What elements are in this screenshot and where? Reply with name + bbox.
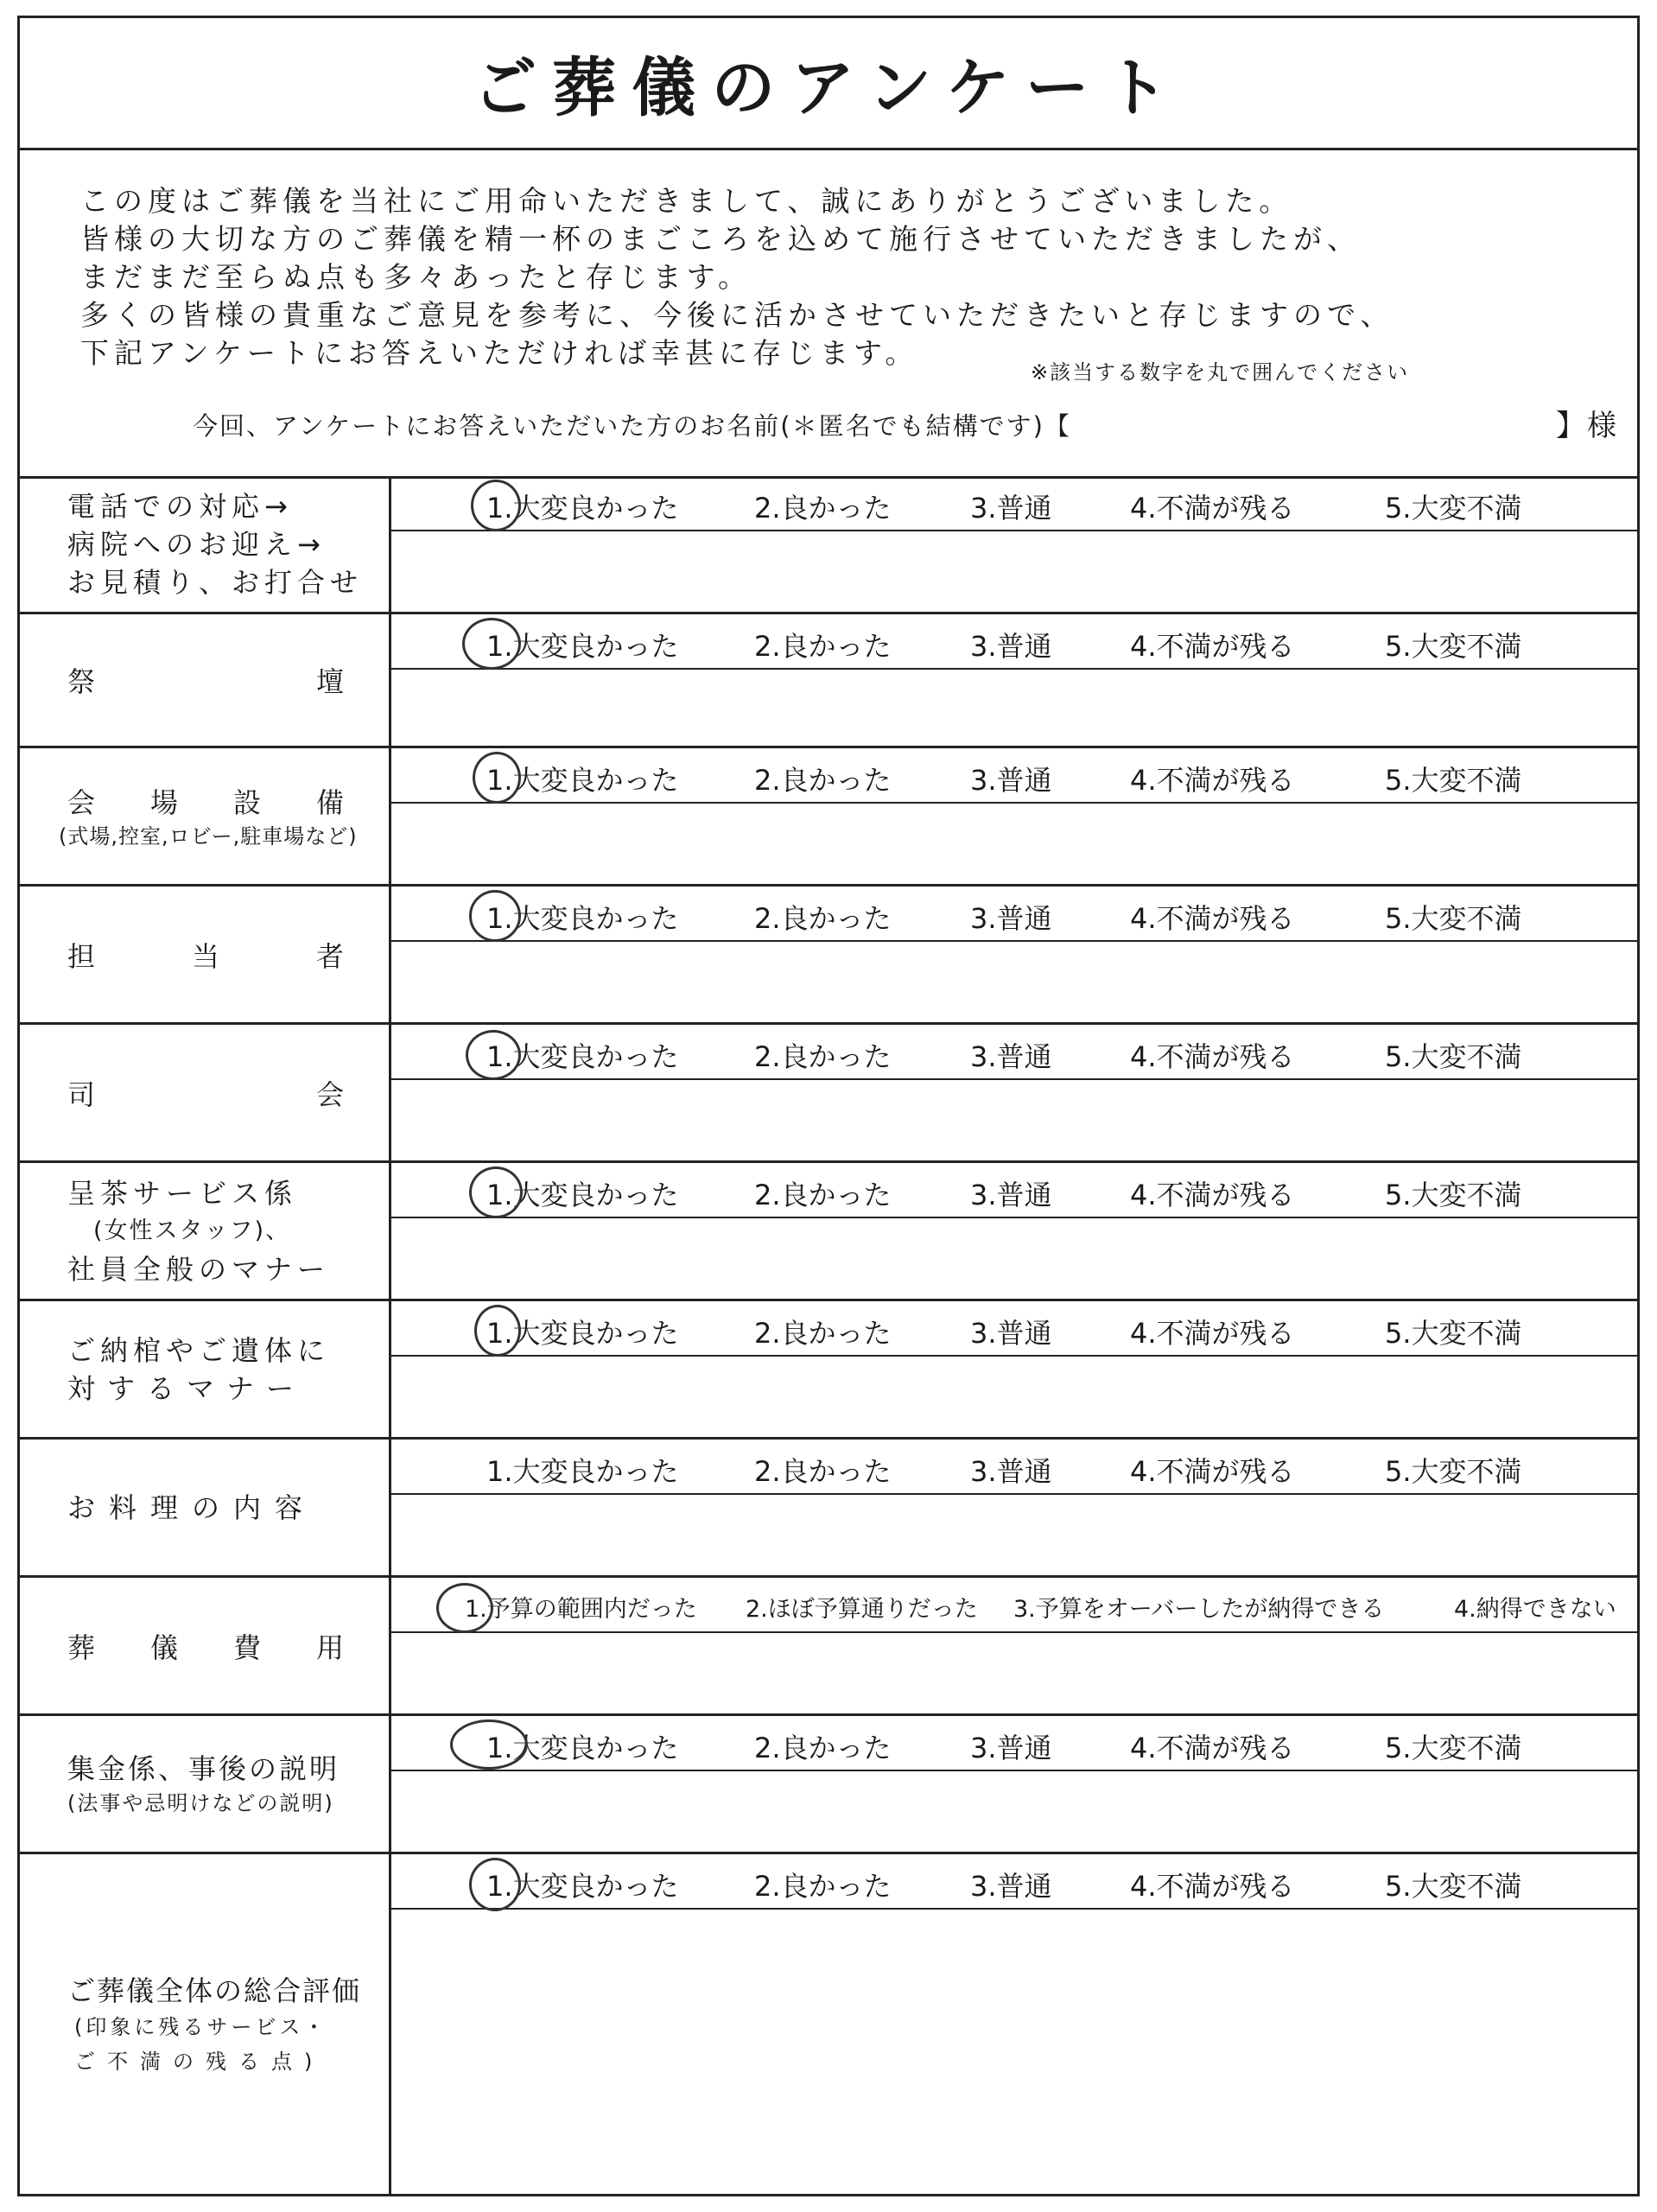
rating-options bbox=[391, 1163, 1640, 1218]
label-char: 用 bbox=[315, 1630, 344, 1664]
rating-option-5[interactable]: 5.大変不満 bbox=[1385, 1455, 1522, 1488]
rating-option-2[interactable]: 2.良かった bbox=[754, 1870, 892, 1903]
question-label bbox=[20, 1854, 391, 2196]
rating-option-5[interactable]: 5.大変不満 bbox=[1385, 1732, 1522, 1764]
rating-option-3[interactable]: 3.普通 bbox=[970, 1317, 1052, 1350]
question-label bbox=[20, 614, 391, 746]
intro-line: この度はご葬儀を当社にご用命いただきまして、誠にありがとうございました。 bbox=[80, 184, 1293, 218]
respondent-name-row bbox=[193, 407, 1618, 442]
label-char: 儀 bbox=[149, 1630, 178, 1664]
intro-line: 下記アンケートにお答えいただければ幸甚に存じます。 bbox=[80, 336, 919, 370]
question-label bbox=[20, 1163, 391, 1299]
question-label-line: 呈茶サービス係 bbox=[67, 1176, 298, 1210]
rating-option-2[interactable]: 2.良かった bbox=[754, 1732, 892, 1764]
selected-circle-mark bbox=[466, 1030, 521, 1080]
rating-option-4[interactable]: 4.不満が残る bbox=[1130, 1179, 1295, 1211]
name-suffix: 】様 bbox=[1556, 409, 1618, 443]
question-label-line bbox=[67, 781, 344, 821]
rating-option-5[interactable]: 5.大変不満 bbox=[1385, 630, 1522, 663]
question-label-line: お見積り、お打合せ bbox=[67, 565, 364, 599]
label-char: 場 bbox=[149, 785, 178, 819]
intro-text bbox=[80, 182, 1394, 372]
question-label-line: ご納棺やご遺体に bbox=[67, 1333, 331, 1367]
rating-option-2[interactable]: 2.良かった bbox=[754, 492, 892, 524]
page-title: ご葬儀のアンケート bbox=[473, 51, 1184, 125]
rating-option-4[interactable]: 4.不満が残る bbox=[1130, 764, 1295, 797]
question-label-line: 電話での対応→ bbox=[67, 489, 293, 523]
rating-option-3[interactable]: 3.普通 bbox=[970, 902, 1052, 935]
selected-circle-mark bbox=[436, 1583, 493, 1633]
rating-option-4[interactable]: 4.不満が残る bbox=[1130, 902, 1295, 935]
rating-option-1[interactable]: 1.大変良かった bbox=[486, 1732, 679, 1764]
question-label-line: お料理の内容 bbox=[67, 1491, 317, 1524]
label-char: 担 bbox=[67, 939, 96, 973]
question-row bbox=[20, 1716, 1637, 1854]
question-sublabel: (印象に残るサービス・ bbox=[74, 2015, 328, 2039]
rating-option-3[interactable]: 3.普通 bbox=[970, 630, 1052, 663]
cost-options bbox=[391, 1578, 1640, 1633]
label-char: 葬 bbox=[67, 1630, 96, 1664]
question-label bbox=[20, 1716, 391, 1852]
rating-option-4[interactable]: 4.不満が残る bbox=[1130, 492, 1295, 524]
question-label bbox=[20, 1578, 391, 1713]
rating-option-3[interactable]: 3.普通 bbox=[970, 764, 1052, 797]
rating-option-1[interactable]: 1.大変良かった bbox=[486, 1179, 679, 1211]
question-row bbox=[20, 1854, 1637, 2196]
question-label-line: 対するマナー bbox=[67, 1371, 307, 1405]
rating-option-1[interactable]: 1.大変良かった bbox=[486, 1455, 679, 1488]
question-label bbox=[20, 1301, 391, 1437]
rating-options bbox=[391, 1440, 1640, 1495]
question-label bbox=[20, 1025, 391, 1160]
selected-circle-mark bbox=[471, 480, 521, 531]
question-label bbox=[20, 887, 391, 1022]
rating-options bbox=[391, 1716, 1640, 1771]
intro-section bbox=[20, 148, 1637, 479]
question-label-line: ご葬儀全体の総合評価 bbox=[67, 1974, 362, 2007]
rating-options bbox=[391, 1854, 1640, 1910]
cost-option-3[interactable]: 3.予算をオーバーしたが納得できる bbox=[1013, 1596, 1385, 1623]
survey-form bbox=[17, 16, 1640, 2196]
cost-option-4[interactable]: 4.納得できない bbox=[1454, 1596, 1616, 1623]
rating-options bbox=[391, 1301, 1640, 1357]
rating-option-4[interactable]: 4.不満が残る bbox=[1130, 1317, 1295, 1350]
rating-option-2[interactable]: 2.良かった bbox=[754, 902, 892, 935]
question-label bbox=[20, 748, 391, 884]
rating-option-4[interactable]: 4.不満が残る bbox=[1130, 1040, 1295, 1073]
rating-option-1[interactable]: 1.大変良かった bbox=[486, 764, 679, 797]
intro-line: 皆様の大切な方のご葬儀を精一杯のまごころを込めて施行させていただきましたが、 bbox=[80, 222, 1361, 256]
rating-options bbox=[391, 614, 1640, 670]
rating-option-2[interactable]: 2.良かった bbox=[754, 1040, 892, 1073]
rating-option-1[interactable]: 1.大変良かった bbox=[486, 1040, 679, 1073]
rating-option-5[interactable]: 5.大変不満 bbox=[1385, 764, 1522, 797]
question-label bbox=[20, 1440, 391, 1575]
intro-line: まだまだ至らぬ点も多々あったと存じます。 bbox=[80, 260, 752, 294]
name-prompt: 今回、アンケートにお答えいただいた方のお名前(＊匿名でも結構です)【 bbox=[193, 411, 1071, 441]
rating-options bbox=[391, 1025, 1640, 1080]
rating-option-1[interactable]: 1.大変良かった bbox=[486, 1870, 679, 1903]
label-char: 設 bbox=[232, 785, 261, 819]
rating-option-3[interactable]: 3.普通 bbox=[970, 1732, 1052, 1764]
rating-option-4[interactable]: 4.不満が残る bbox=[1130, 1455, 1295, 1488]
selected-circle-mark bbox=[469, 890, 521, 942]
question-row bbox=[20, 887, 1637, 1025]
selected-circle-mark bbox=[474, 1305, 521, 1357]
intro-line: 多くの皆様の貴重なご意見を参考に、今後に活かさせていただきたいと存じますので、 bbox=[80, 298, 1394, 332]
rating-option-5[interactable]: 5.大変不満 bbox=[1385, 1870, 1522, 1903]
question-row bbox=[20, 1440, 1637, 1578]
rating-option-2[interactable]: 2.良かった bbox=[754, 630, 892, 663]
rating-option-3[interactable]: 3.普通 bbox=[970, 1179, 1052, 1211]
question-label-line: 社員全般のマナー bbox=[67, 1252, 331, 1286]
label-char: 備 bbox=[315, 785, 344, 819]
rating-option-3[interactable]: 3.普通 bbox=[970, 492, 1052, 524]
question-row bbox=[20, 476, 1637, 614]
rating-option-1[interactable]: 1.大変良かった bbox=[486, 902, 679, 935]
question-sublabel: ご不満の残る点) bbox=[74, 2050, 325, 2074]
label-char: 者 bbox=[315, 939, 344, 973]
selected-circle-mark bbox=[469, 1858, 521, 1911]
rating-option-2[interactable]: 2.良かった bbox=[754, 764, 892, 797]
rating-option-5[interactable]: 5.大変不満 bbox=[1385, 492, 1522, 524]
question-sublabel: (式場,控室,ロビー,駐車場など) bbox=[59, 823, 358, 849]
question-row bbox=[20, 614, 1637, 748]
rating-option-3[interactable]: 3.普通 bbox=[970, 1040, 1052, 1073]
question-label-line bbox=[67, 1626, 344, 1666]
selected-circle-mark bbox=[462, 618, 521, 670]
rating-option-2[interactable]: 2.良かった bbox=[754, 1317, 892, 1350]
rating-option-5[interactable]: 5.大変不満 bbox=[1385, 902, 1522, 935]
question-row bbox=[20, 1163, 1637, 1301]
rating-option-4[interactable]: 4.不満が残る bbox=[1130, 630, 1295, 663]
cost-option-1[interactable]: 1.予算の範囲内だった bbox=[465, 1596, 697, 1623]
rating-option-5[interactable]: 5.大変不満 bbox=[1385, 1317, 1522, 1350]
rating-option-1[interactable]: 1.大変良かった bbox=[486, 492, 679, 524]
rating-option-2[interactable]: 2.良かった bbox=[754, 1455, 892, 1488]
label-char: 壇 bbox=[315, 665, 344, 698]
rating-option-1[interactable]: 1.大変良かった bbox=[486, 630, 679, 663]
question-label bbox=[20, 476, 391, 612]
selected-circle-mark bbox=[450, 1719, 528, 1770]
cost-option-2[interactable]: 2.ほぼ予算通りだった bbox=[746, 1596, 978, 1623]
question-label-line bbox=[67, 935, 344, 975]
question-row bbox=[20, 748, 1637, 887]
question-label-line bbox=[67, 660, 344, 700]
question-row bbox=[20, 1578, 1637, 1716]
rating-options bbox=[391, 476, 1640, 531]
label-char: 会 bbox=[67, 785, 96, 819]
label-char: 会 bbox=[315, 1077, 344, 1111]
respondent-name-field[interactable] bbox=[1108, 412, 1540, 447]
title-box bbox=[20, 18, 1637, 150]
rating-option-4[interactable]: 4.不満が残る bbox=[1130, 1732, 1295, 1764]
instruction-note: ※該当する数字を丸で囲んでください bbox=[1031, 360, 1410, 385]
label-char: 当 bbox=[191, 939, 219, 973]
rating-option-1[interactable]: 1.大変良かった bbox=[486, 1317, 679, 1350]
label-char: 司 bbox=[67, 1077, 96, 1111]
rating-option-3[interactable]: 3.普通 bbox=[970, 1870, 1052, 1903]
rating-option-4[interactable]: 4.不満が残る bbox=[1130, 1870, 1295, 1903]
rating-options bbox=[391, 887, 1640, 942]
question-row bbox=[20, 1301, 1637, 1440]
label-char: 祭 bbox=[67, 665, 96, 698]
rating-option-5[interactable]: 5.大変不満 bbox=[1385, 1040, 1522, 1073]
question-row bbox=[20, 1025, 1637, 1163]
question-label-line: 集金係、事後の説明 bbox=[67, 1751, 340, 1785]
question-label-line: 病院へのお迎え→ bbox=[67, 527, 326, 561]
rating-options bbox=[391, 748, 1640, 804]
selected-circle-mark bbox=[469, 1166, 523, 1218]
rating-option-3[interactable]: 3.普通 bbox=[970, 1455, 1052, 1488]
question-label-line bbox=[67, 1073, 344, 1113]
question-label-line: (女性スタッフ)、 bbox=[93, 1217, 291, 1244]
question-sublabel: (法事や忌明けなどの説明) bbox=[67, 1790, 334, 1815]
selected-circle-mark bbox=[473, 752, 521, 804]
label-char: 費 bbox=[232, 1630, 261, 1664]
rating-option-2[interactable]: 2.良かった bbox=[754, 1179, 892, 1211]
rating-option-5[interactable]: 5.大変不満 bbox=[1385, 1179, 1522, 1211]
